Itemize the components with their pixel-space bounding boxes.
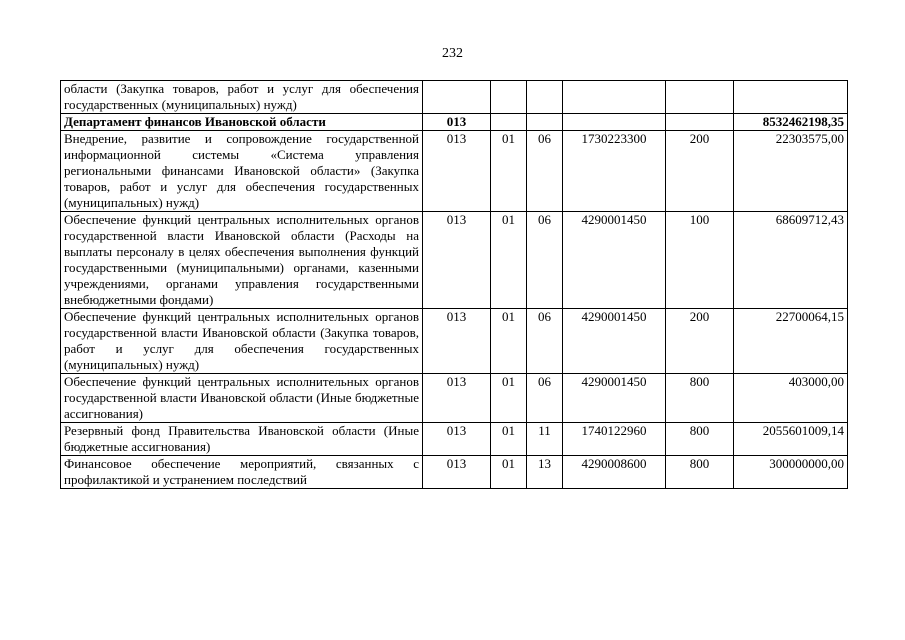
ministry-code: 013 [423,114,491,131]
ministry-code [423,81,491,114]
subsection-code: 11 [527,423,563,456]
row-description: Обеспечение функций центральных исполнительных органов государственной власти Ивановской области (Иные бюджетные ассигнования) [61,374,423,423]
section-code [491,81,527,114]
section-code: 01 [491,374,527,423]
target-article-code: 4290001450 [563,374,666,423]
target-article-code: 4290008600 [563,456,666,489]
ministry-code: 013 [423,374,491,423]
target-article-code: 1730223300 [563,131,666,212]
amount: 8532462198,35 [734,114,848,131]
table-row [61,131,848,212]
target-article-code: 4290001450 [563,212,666,309]
target-article-code [563,81,666,114]
section-code: 01 [491,423,527,456]
section-code: 01 [491,131,527,212]
expense-type-code: 800 [666,374,734,423]
subsection-code: 06 [527,309,563,374]
expense-type-code: 800 [666,456,734,489]
ministry-code: 013 [423,131,491,212]
row-description: области (Закупка товаров, работ и услуг для обеспечения государственных (муниципальных) нужд) [61,81,423,114]
table-row [61,374,848,423]
ministry-code: 013 [423,309,491,374]
expense-type-code: 100 [666,212,734,309]
row-description: Резервный фонд Правительства Ивановской области (Иные бюджетные ассигнования) [61,423,423,456]
subsection-code [527,81,563,114]
table-row [61,423,848,456]
amount: 403000,00 [734,374,848,423]
target-article-code: 4290001450 [563,309,666,374]
department-row [61,114,848,131]
subsection-code: 06 [527,374,563,423]
expense-type-code: 800 [666,423,734,456]
row-description: Департамент финансов Ивановской области [61,114,423,131]
page-number: 232 [442,46,463,61]
subsection-code: 13 [527,456,563,489]
subsection-code [527,114,563,131]
amount: 22700064,15 [734,309,848,374]
section-code: 01 [491,456,527,489]
target-article-code: 1740122960 [563,423,666,456]
row-description: Обеспечение функций центральных исполнительных органов государственной власти Ивановской области (Закупка товаров, работ и услуг для обеспечения государственных (муниципальных) нужд) [61,309,423,374]
table-row [61,81,848,114]
table-row [61,309,848,374]
amount [734,81,848,114]
target-article-code [563,114,666,131]
row-description: Внедрение, развитие и сопровождение государственной информационной системы «Система управления региональными финансами Ивановской области» (Закупка товаров, работ и услуг для обеспечения государственных (муниципальных) нужд) [61,131,423,212]
section-code [491,114,527,131]
ministry-code: 013 [423,456,491,489]
amount: 2055601009,14 [734,423,848,456]
section-code: 01 [491,309,527,374]
amount: 22303575,00 [734,131,848,212]
row-description-cell [61,456,423,489]
amount: 300000000,00 [734,456,848,489]
ministry-code: 013 [423,423,491,456]
row-description: Обеспечение функций центральных исполнительных органов государственной власти Ивановской области (Расходы на выплаты персоналу в целях обеспечения выполнения функций государственными (муниципальными) органами, казенными учреждениями, органами управления государственными внебюджетными фондами) [61,212,423,309]
amount: 68609712,43 [734,212,848,309]
expense-type-code [666,81,734,114]
table-row [61,456,848,489]
expense-type-code: 200 [666,309,734,374]
row-description: Финансовое обеспечение мероприятий, связанных с профилактикой и устранением последствий [64,456,419,487]
subsection-code: 06 [527,131,563,212]
ministry-code: 013 [423,212,491,309]
expense-type-code: 200 [666,131,734,212]
subsection-code: 06 [527,212,563,309]
budget-table [60,80,848,489]
table-row [61,212,848,309]
section-code: 01 [491,212,527,309]
expense-type-code [666,114,734,131]
